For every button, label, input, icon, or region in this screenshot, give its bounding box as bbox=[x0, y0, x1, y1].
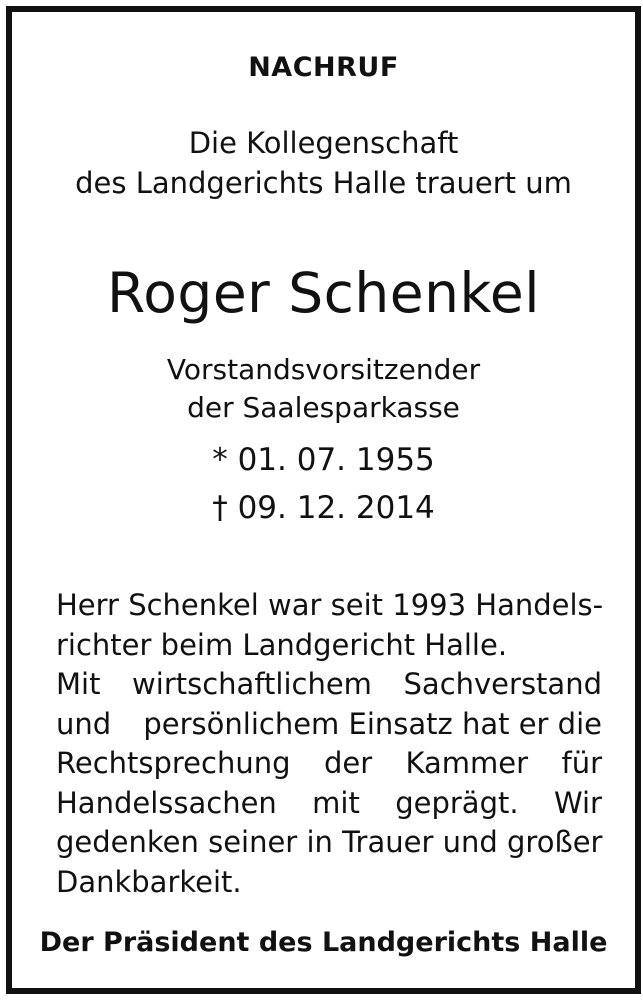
tribute-word: Handelssachen bbox=[56, 785, 277, 820]
tribute-word: wirtschaftlichem bbox=[132, 667, 372, 701]
tribute-line bbox=[56, 823, 602, 863]
tribute-line bbox=[56, 705, 602, 745]
tribute-line bbox=[56, 744, 602, 784]
tribute-word: persönlichem Einsatz hat er die bbox=[143, 706, 602, 741]
deceased-name: Roger Schenkel bbox=[107, 261, 540, 325]
tribute-word: für bbox=[561, 746, 602, 780]
tribute-word: Rechtsprechung bbox=[56, 746, 291, 780]
tribute-word: richter beim Landgericht Halle. bbox=[56, 627, 508, 662]
tribute-word: Kammer bbox=[405, 746, 529, 780]
tribute-word: Wir bbox=[553, 785, 602, 820]
tribute-word: mit bbox=[312, 785, 360, 820]
intro-line-2: des Landgerichts Halle trauert um bbox=[75, 166, 572, 200]
position-line-2: der Saalesparkasse bbox=[187, 391, 460, 424]
obituary-notice-frame bbox=[6, 6, 641, 994]
tribute-word: Dankbarkeit. bbox=[56, 864, 242, 899]
tribute-line bbox=[56, 626, 602, 666]
tribute-line bbox=[56, 784, 602, 824]
tribute-line bbox=[56, 665, 602, 705]
tribute-line bbox=[56, 586, 602, 626]
tribute-word: Herr Schenkel war seit 1993 Handels- bbox=[56, 588, 604, 622]
tribute-text bbox=[56, 586, 602, 902]
tribute-line bbox=[56, 863, 602, 903]
tribute-word: gedenken seiner in Trauer und großer bbox=[56, 825, 603, 859]
signature: Der Präsident des Landgerichts Halle bbox=[39, 927, 608, 958]
birth-date: * 01. 07. 1955 bbox=[212, 442, 435, 478]
position-line-1: Vorstandsvorsitzender bbox=[166, 353, 481, 386]
intro-line-1: Die Kollegenschaft bbox=[188, 126, 459, 160]
tribute-word: und bbox=[56, 706, 112, 741]
death-date: † 09. 12. 2014 bbox=[212, 490, 435, 526]
tribute-word: geprägt. bbox=[395, 785, 519, 820]
tribute-word: der bbox=[323, 746, 373, 780]
tribute-word: Sachverstand bbox=[403, 667, 602, 701]
notice-heading: NACHRUF bbox=[248, 52, 399, 83]
tribute-word: Mit bbox=[56, 667, 101, 701]
